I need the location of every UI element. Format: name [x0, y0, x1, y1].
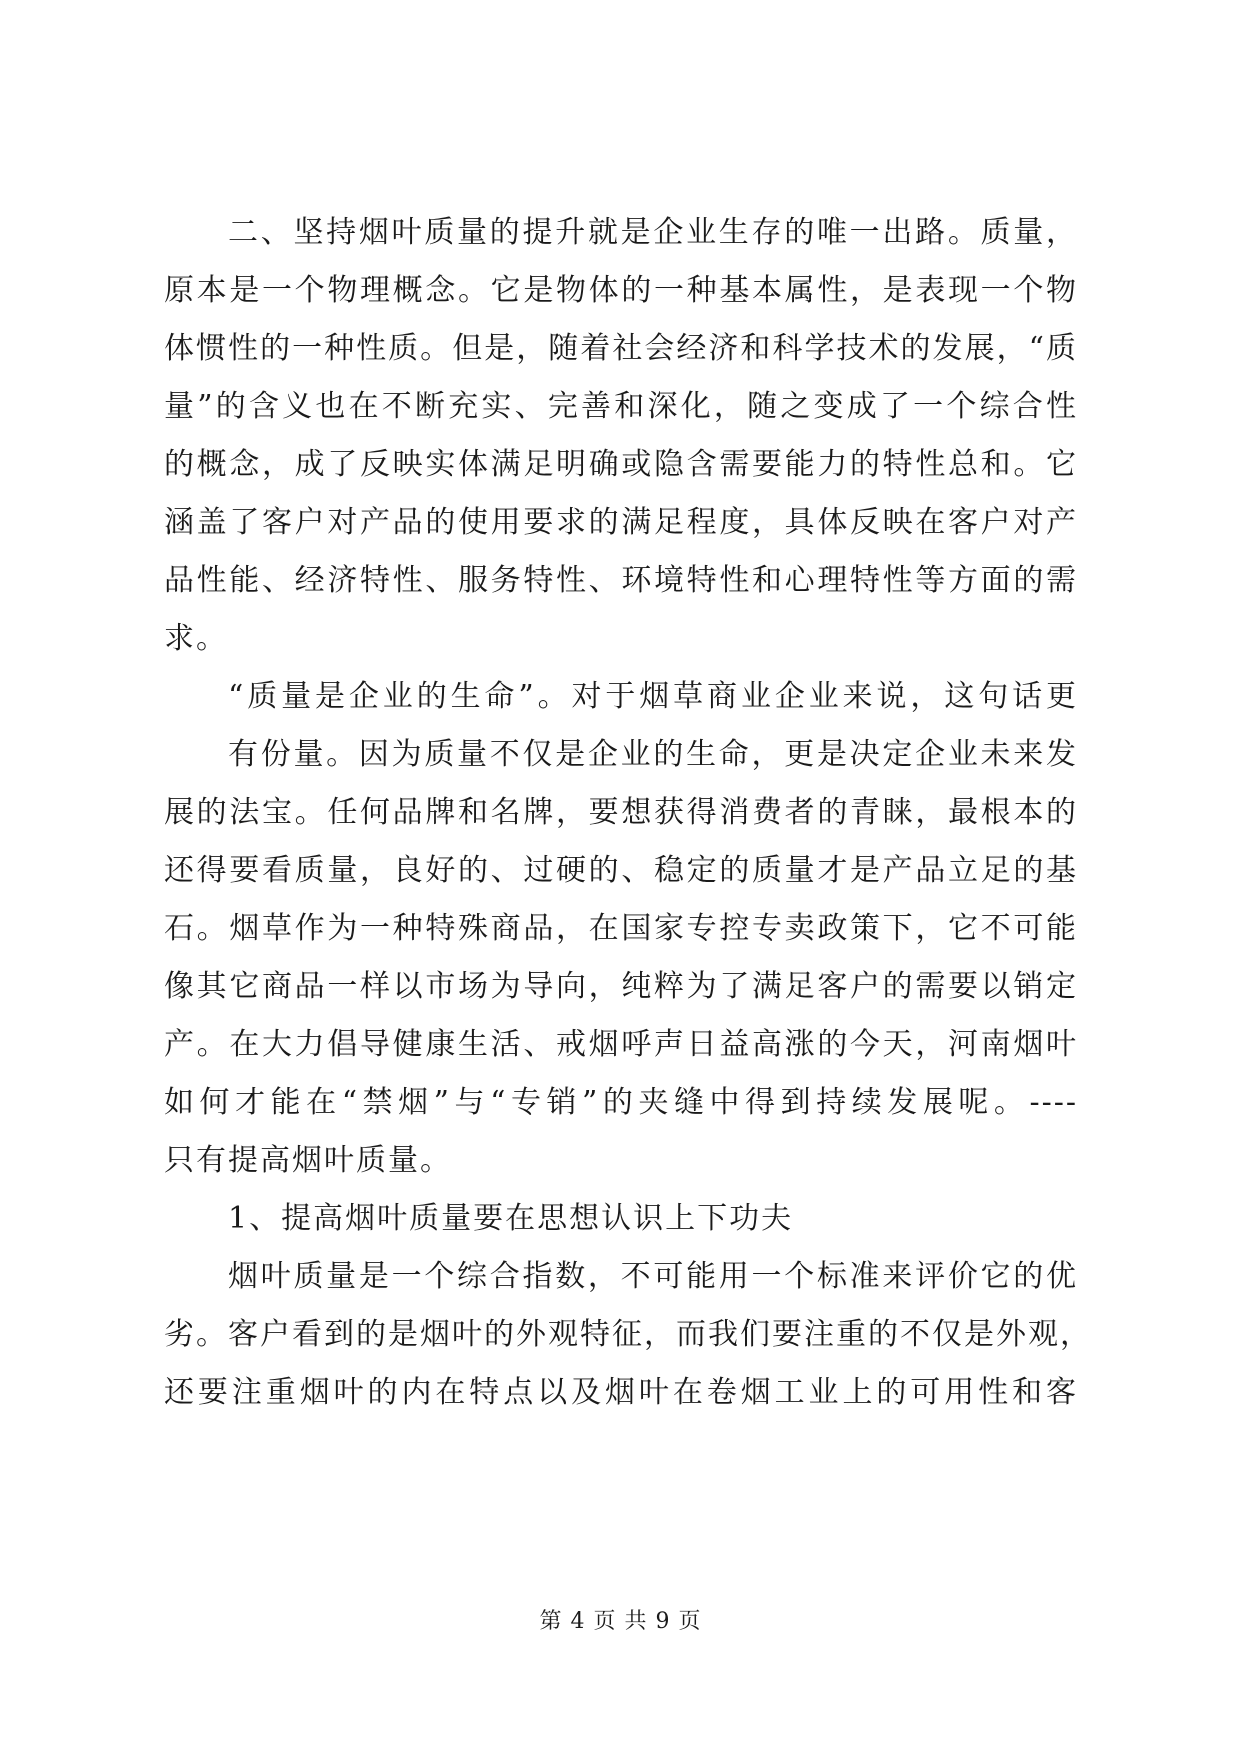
paragraph	[164, 204, 1078, 668]
text-line: 原本是一个物理概念。它是物体的一种基本属性，是表现一个物	[164, 273, 1078, 308]
text-line: 体惯性的一种性质。但是，随着社会经济和科学技术的发展，“质	[164, 331, 1078, 366]
text-line: 劣。客户看到的是烟叶的外观特征，而我们要注重的不仅是外观，	[164, 1317, 1092, 1352]
text-line: 的概念，成了反映实体满足明确或隐含需要能力的特性总和。它	[164, 447, 1078, 482]
text-line: 二、坚持烟叶质量的提升就是企业生存的唯一出路。质量，	[228, 215, 1078, 250]
page-number-footer: 第 4 页 共 9 页	[539, 1609, 702, 1634]
text-line: 品性能、经济特性、服务特性、环境特性和心理特性等方面的需	[164, 563, 1078, 598]
paragraph-heading	[164, 1190, 1078, 1248]
text-line: 还要注重烟叶的内在特点以及烟叶在卷烟工业上的可用性和客	[164, 1375, 1078, 1410]
text-line: “质量是企业的生命”。对于烟草商业企业来说，这句话更	[228, 679, 1078, 714]
paragraph	[164, 1248, 1092, 1422]
text-line: 还得要看质量，良好的、过硬的、稳定的质量才是产品立足的基	[164, 853, 1078, 888]
text-line: 量”的含义也在不断充实、完善和深化，随之变成了一个综合性	[164, 389, 1078, 424]
text-line: 涵盖了客户对产品的使用要求的满足程度，具体反映在客户对产	[164, 505, 1078, 540]
text-line: 烟叶质量是一个综合指数，不可能用一个标准来评价它的优	[228, 1259, 1078, 1294]
text-line: 如何才能在“禁烟”与“专销”的夹缝中得到持续发展呢。----	[164, 1085, 1078, 1120]
text-line: 1、提高烟叶质量要在思想认识上下功夫	[228, 1201, 794, 1236]
text-line: 只有提高烟叶质量。	[164, 1143, 452, 1178]
text-line: 求。	[164, 621, 228, 656]
paragraph	[164, 668, 1078, 726]
paragraph	[164, 726, 1078, 1190]
text-line: 石。烟草作为一种特殊商品，在国家专控专卖政策下，它不可能	[164, 911, 1078, 946]
text-line: 像其它商品一样以市场为导向，纯粹为了满足客户的需要以销定	[164, 969, 1078, 1004]
text-line: 有份量。因为质量不仅是企业的生命，更是决定企业未来发	[228, 737, 1078, 772]
text-line: 产。在大力倡导健康生活、戒烟呼声日益高涨的今天，河南烟叶	[164, 1027, 1078, 1062]
text-line: 展的法宝。任何品牌和名牌，要想获得消费者的青睐，最根本的	[164, 795, 1078, 830]
body-text	[164, 204, 1092, 1422]
